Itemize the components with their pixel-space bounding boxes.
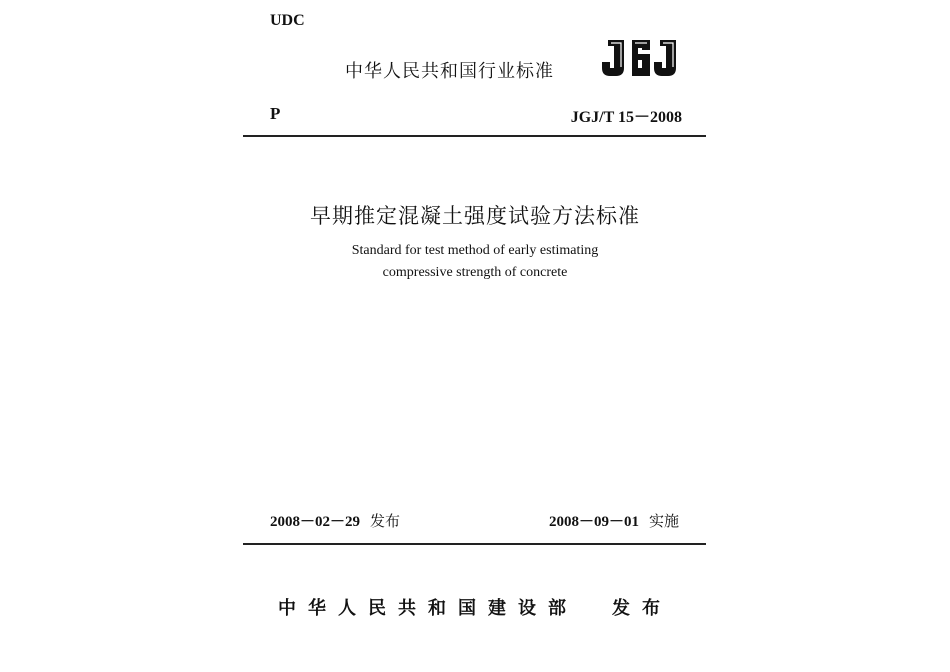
implement-date-value: 2008－09－01 [548, 514, 639, 530]
classification-label: P [270, 104, 281, 123]
publish-date-value: 2008－02－29 [270, 514, 361, 530]
publish-date [270, 510, 400, 531]
title-chinese: 早期推定混凝土强度试验方法标准 [310, 204, 640, 228]
publisher-line [0, 594, 950, 620]
top-divider [243, 135, 706, 137]
standard-code: JGJ/T 15－2008 [570, 109, 682, 126]
jgj-logo [598, 36, 682, 80]
bottom-divider [243, 543, 706, 545]
publish-word: 发布 [370, 512, 401, 530]
publisher-organization: 中华人民共和国建设部 [278, 598, 578, 619]
title-english-line1: Standard for test method of early estimating [351, 243, 599, 258]
udc-label: UDC [270, 12, 305, 29]
industry-standard-label: 中华人民共和国行业标准 [345, 61, 554, 82]
implement-word: 实施 [648, 512, 679, 530]
publisher-action: 发布 [612, 598, 672, 619]
title-english-line2: compressive strength of concrete [382, 265, 568, 280]
implement-date [549, 510, 679, 531]
